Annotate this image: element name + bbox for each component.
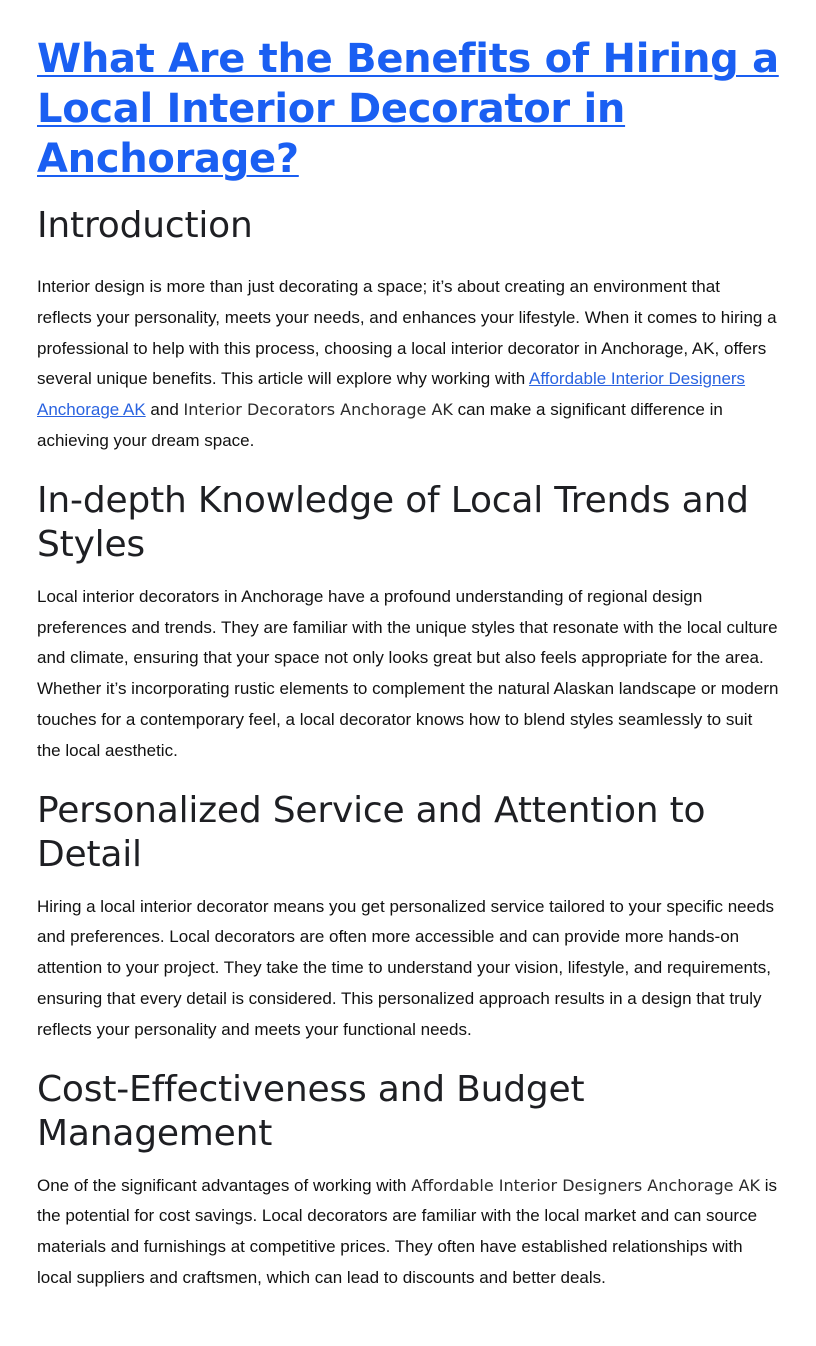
introduction-paragraph — [37, 272, 779, 457]
personalized-service-paragraph: Hiring a local interior decorator means you get personalized service tailored to your specific needs and preferences. Local decorators are often more accessible and can provide more hands-on attention to your project. They take the time to understand your vision, lifestyle, and requirements, ensuring that every detail is considered. This personalized approach results in a design that truly reflects your personality and meets your functional needs. — [37, 896, 775, 1039]
local-trends-heading: In-depth Knowledge of Local Trends and Styles — [37, 479, 749, 565]
cost-effectiveness-paragraph — [37, 1171, 779, 1294]
cost-text-before: One of the significant advantages of working with — [37, 1175, 412, 1195]
interior-decorators-keyword: Interior Decorators Anchorage AK — [183, 400, 453, 420]
cost-effectiveness-heading: Cost-Effectiveness and Budget Management — [37, 1068, 585, 1154]
affordable-designers-keyword: Affordable Interior Designers Anchorage AK — [411, 1175, 761, 1195]
affordable-interior-designers-link[interactable]: Affordable Interior Designers Anchorage AK — [37, 369, 746, 420]
personalized-service-heading: Personalized Service and Attention to Detail — [37, 789, 706, 875]
introduction-heading: Introduction — [37, 205, 253, 246]
introduction-text-after: can make a significant difference in achieving your dream space. — [37, 400, 723, 450]
article-title-link[interactable]: What Are the Benefits of Hiring a Local Interior Decorator in Anchorage? — [37, 36, 779, 182]
cost-text-after: is the potential for cost savings. Local decorators are familiar with the local market and can source materials and furnishings at competitive prices. They often have established relationships with local suppliers and craftsmen, which can lead to discounts and better deals. — [37, 1175, 778, 1287]
introduction-text-between: and — [145, 400, 184, 420]
introduction-text-before-link: Interior design is more than just decorating a space; it’s about creating an environment that reflects your personality, meets your needs, and enhances your lifestyle. When it comes to hiring a professional to help with this process, choosing a local interior decorator in Anchorage, AK, offers several unique benefits. This article will explore why working with — [37, 277, 777, 389]
local-trends-paragraph: Local interior decorators in Anchorage have a profound understanding of regional design preferences and trends. They are familiar with the unique styles that resonate with the local culture and climate, ensuring that your space not only looks great but also feels appropriate for the area. Whether it’s incorporating rustic elements to complement the natural Alaskan landscape or modern touches for a contemporary feel, a local decorator knows how to blend styles seamlessly to suit the local aesthetic. — [37, 586, 779, 760]
